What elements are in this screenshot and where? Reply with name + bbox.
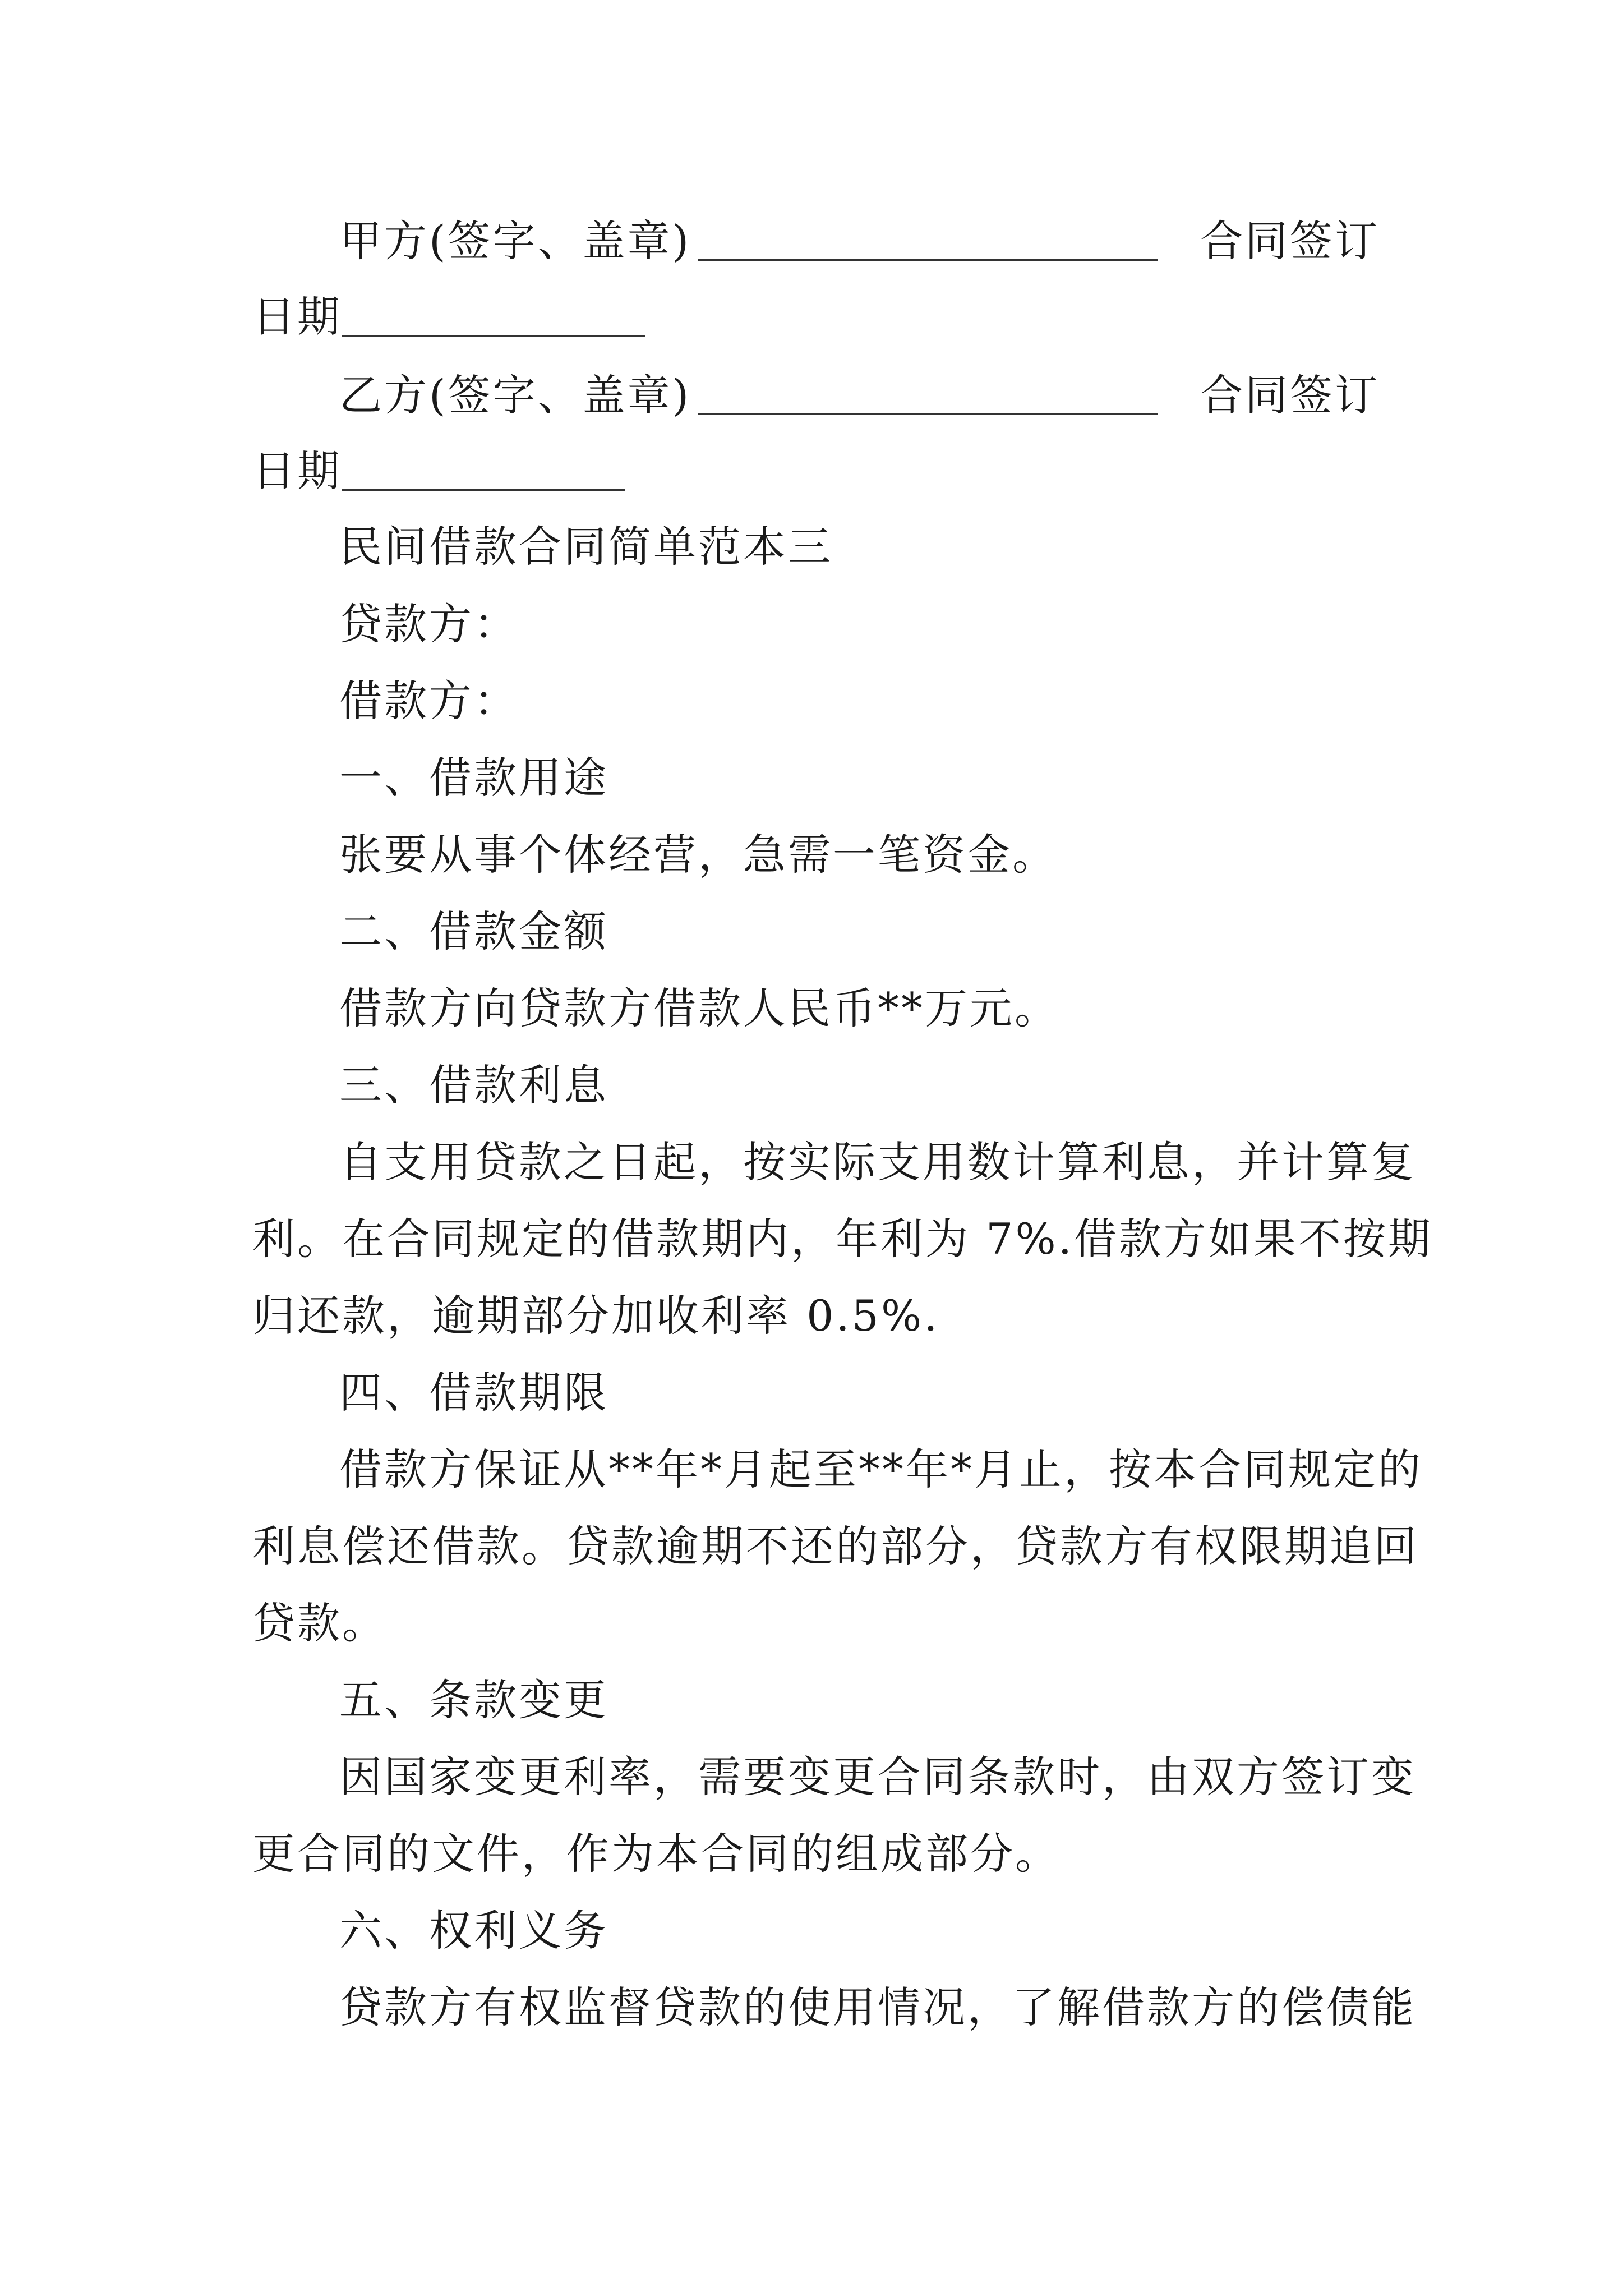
- section-1-body: 张要从事个体经营，急需一笔资金。: [339, 830, 1057, 880]
- section-3-body-line-1: 自支用贷款之日起，按实际支用数计算利息，并计算复: [339, 1137, 1416, 1187]
- lender-label: 贷款方：: [339, 599, 519, 649]
- party-a-date-label: 日期: [252, 292, 342, 342]
- party-b-signature-blank[interactable]: [698, 367, 1158, 415]
- party-a-signature-blank[interactable]: [698, 213, 1158, 261]
- section-5-body-line-1: 因国家变更利率，需要变更合同条款时，由双方签订变: [339, 1752, 1416, 1802]
- section-6-body-line-1: 贷款方有权监督贷款的使用情况，了解借款方的偿债能: [339, 1982, 1416, 2032]
- party-b-date-label: 日期: [252, 446, 342, 496]
- section-2-heading: 二、借款金额: [339, 907, 608, 956]
- party-a-date-blank[interactable]: [342, 289, 645, 337]
- section-3-body-line-3: 归还款，逾期部分加收利率 0.5%.: [252, 1291, 940, 1341]
- section-4-heading: 四、借款期限: [339, 1368, 608, 1418]
- party-b-date-blank[interactable]: [342, 443, 625, 491]
- contract-title: 民间借款合同简单范本三: [339, 522, 833, 572]
- section-1-heading: 一、借款用途: [339, 753, 608, 803]
- party-b-sign-date-label: 合同签订: [1200, 370, 1380, 420]
- party-b-label: 乙方(签字、盖章): [339, 370, 691, 420]
- section-5-body-line-2: 更合同的文件，作为本合同的组成部分。: [252, 1829, 1060, 1879]
- section-4-body-line-1: 借款方保证从**年*月起至**年*月止，按本合同规定的: [339, 1444, 1423, 1494]
- section-6-heading: 六、权利义务: [339, 1906, 608, 1955]
- section-2-body: 借款方向贷款方借款人民币**万元。: [339, 983, 1059, 1033]
- section-3-heading: 三、借款利息: [339, 1060, 608, 1110]
- section-4-body-line-2: 利息偿还借款。贷款逾期不还的部分，贷款方有权限期追回: [252, 1521, 1419, 1571]
- party-a-sign-date-label: 合同签订: [1200, 216, 1380, 266]
- party-a-date-row: [252, 289, 645, 345]
- party-b-signature-row: [339, 367, 1380, 424]
- party-a-label: 甲方(签字、盖章): [339, 216, 691, 266]
- borrower-label: 借款方：: [339, 676, 519, 726]
- section-5-heading: 五、条款变更: [339, 1675, 608, 1725]
- section-3-body-line-2: 利。在合同规定的借款期内，年利为 7%.借款方如果不按期: [252, 1214, 1433, 1264]
- section-4-body-line-3: 贷款。: [252, 1598, 387, 1648]
- party-b-date-row: [252, 443, 625, 499]
- party-a-signature-row: [339, 213, 1380, 269]
